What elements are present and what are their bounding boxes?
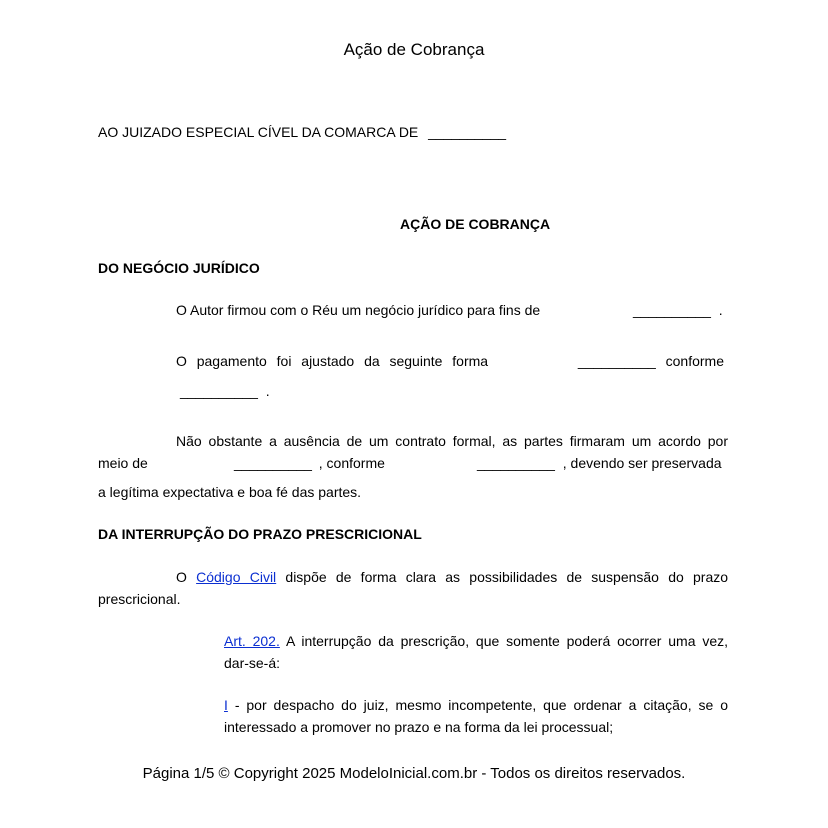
art-202-line1 [224,630,728,652]
item-i-line1 [224,694,728,716]
codigo-text: dispõe de forma clara as possibilidades de suspensão do prazo [285,569,729,585]
action-title: AÇÃO DE COBRANÇA [400,216,551,232]
item-text: - por despacho do juiz, mesmo incompetente, que ordenar a citação, se o [234,697,728,713]
court-blank: __________ [428,124,507,140]
blank-forma: __________ [577,353,656,369]
document-header-title: Ação de Cobrança [343,40,485,59]
paragraph-contrato-line3: a legítima expectativa e boa fé das partes. [98,484,362,500]
item-i-line2: interessado a promover no prazo e na forma da lei processual; [224,719,614,735]
devendo-text: , devendo ser preservada [562,455,722,471]
paragraph-negocio-blank [633,299,723,321]
paragraph-contrato-line1: Não obstante a ausência de um contrato formal, as partes firmaram um acordo por [176,433,728,449]
word: ajustado [301,353,355,369]
word: O [176,569,187,585]
page-footer: Página 1/5 © Copyright 2025 ModeloInicial.com.br - Todos os direitos reservados. [142,765,686,782]
codigo-civil-link[interactable]: Código Civil [196,569,277,585]
art-text: A interrupção da prescrição, que somente poderá ocorrer uma vez, [285,633,728,649]
word: pagamento [196,353,267,369]
paragraph-codigo-line1 [176,566,728,588]
item-i-link[interactable]: I [224,697,228,713]
word: seguinte [389,353,443,369]
paragraph-contrato-meio: meio de [98,455,148,471]
period: . [718,302,723,318]
paragraph-pagamento-line1 [176,350,724,372]
paragraph-negocio-text: O Autor firmou com o Réu um negócio jurídico para fins de [176,302,541,318]
blank-conforme: __________ [180,383,258,399]
court-text: AO JUIZADO ESPECIAL CÍVEL DA COMARCA DE [98,124,419,140]
court-addressing [98,121,506,143]
word: conforme [665,353,724,369]
word: forma [452,353,489,369]
period: . [265,383,270,399]
paragraph-pagamento-line2 [180,380,270,402]
paragraph-contrato-part3 [477,452,722,474]
word: foi [276,353,292,369]
blank-fin: __________ [633,302,711,318]
section-heading-prescricao: DA INTERRUPÇÃO DO PRAZO PRESCRICIONAL [98,526,422,542]
paragraph-contrato-part2 [234,452,385,474]
blank-meio: __________ [234,455,312,471]
art-202-line2: dar-se-á: [224,655,281,671]
section-heading-negocio: DO NEGÓCIO JURÍDICO [98,260,260,276]
word: da [364,353,380,369]
word: O [176,353,187,369]
blank-conforme2: __________ [477,455,555,471]
art-202-link[interactable]: Art. 202. [224,633,280,649]
paragraph-codigo-line2: prescricional. [98,591,181,607]
conforme-text: , conforme [318,455,385,471]
